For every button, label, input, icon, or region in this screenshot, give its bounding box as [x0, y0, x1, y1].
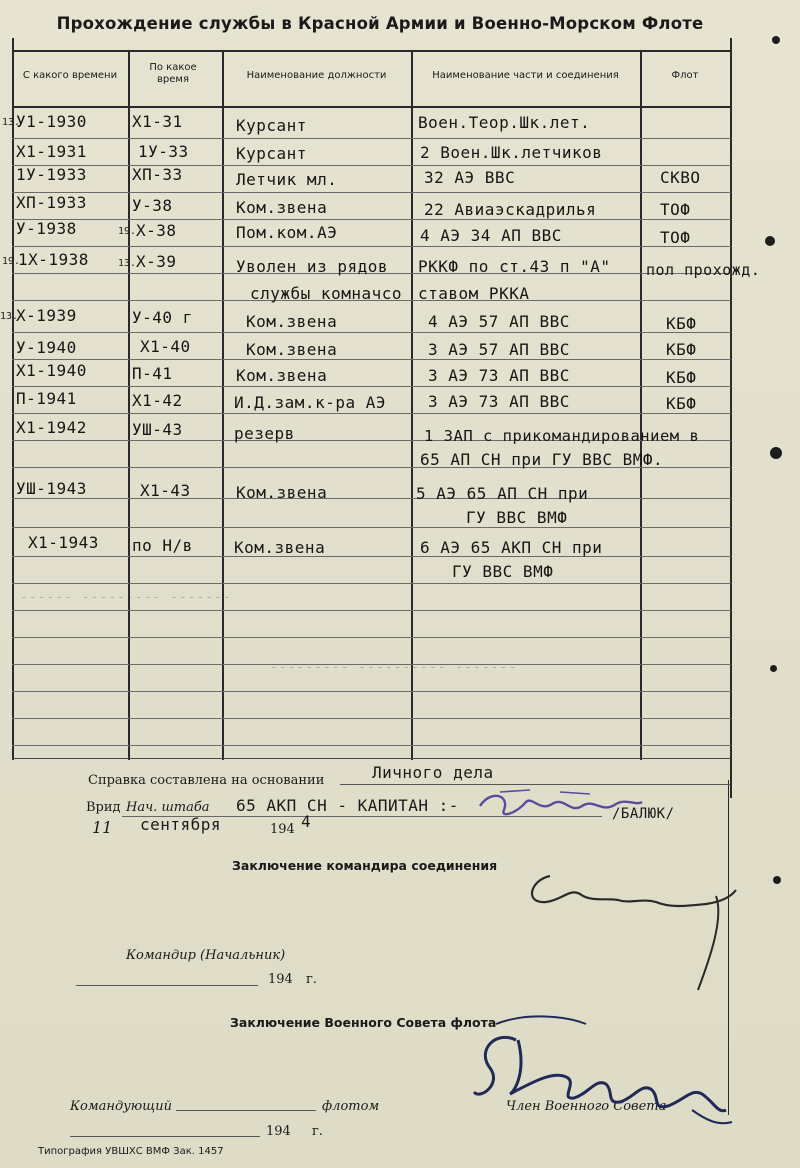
date-year-prefix: 194	[270, 822, 295, 837]
council-member-label: Член Военного Совета	[506, 1099, 667, 1114]
row-position: Ком.звена	[236, 198, 328, 217]
role-handwritten: Нач. штаба	[126, 800, 210, 815]
row-to: ХП-33	[132, 165, 183, 184]
row-unit: 4 АЭ 34 АП ВВС	[420, 226, 562, 245]
row-from: УШ-1943	[16, 479, 87, 498]
row-to: Х1-40	[140, 337, 191, 356]
row-unit: 32 АЭ ВВС	[424, 168, 516, 187]
row-position: Ком.звена	[234, 538, 326, 557]
row-fleet: КБФ	[666, 314, 697, 333]
row-unit: 3 АЭ 73 АП ВВС	[428, 392, 570, 411]
row-from: Х1-1943	[28, 533, 99, 552]
row-to: УШ-43	[132, 420, 183, 439]
date-month: сентября	[140, 815, 222, 834]
handwritten-signature-balyuk	[470, 784, 650, 824]
row-from: 1Х-1938	[18, 250, 89, 269]
row-unit: РККФ по ст.43 п "А"	[418, 257, 611, 276]
row-fleet: КБФ	[666, 340, 697, 359]
row-from: Х1-1931	[16, 142, 87, 161]
handwritten-signature-commander	[510, 858, 740, 998]
punch-hole	[772, 36, 780, 44]
row-from: П-1941	[16, 389, 77, 408]
row-position: Ком.звена	[236, 483, 328, 502]
fleet-commander-label: Командующий	[70, 1099, 172, 1114]
punch-hole	[773, 876, 781, 884]
signer-typed: /БАЛЮК/	[612, 806, 675, 822]
row-unit: 3 АЭ 57 АП ВВС	[428, 340, 570, 359]
row-position: службы комначсо	[250, 284, 402, 303]
row-from: ХП-1933	[16, 193, 87, 212]
year-suffix: г.	[306, 972, 317, 987]
row-to: по Н/в	[132, 536, 193, 555]
row-position: Летчик мл.	[236, 170, 338, 189]
ghost-text: --------- ---------- -------	[270, 660, 518, 675]
row-to: Х-38	[136, 221, 177, 240]
row-unit: Воен.Теор.Шк.лет.	[418, 113, 591, 132]
column-header-to: По какое время	[149, 62, 197, 85]
row-unit: 2 Воен.Шк.летчиков	[420, 143, 603, 162]
commander-label: Командир (Начальник)	[126, 948, 286, 963]
row-fleet: СКВО	[660, 168, 701, 187]
role-typed: 65 АКП СН - КАПИТАН :-	[236, 796, 459, 815]
row-to: У-38	[132, 196, 173, 215]
column-header-fleet: Флот	[671, 70, 699, 81]
row-position: Ком.звена	[236, 366, 328, 385]
row-to: Х1-43	[140, 481, 191, 500]
council-conclusion: Заключение Военного Совета флота	[230, 1015, 497, 1030]
punch-hole	[770, 447, 782, 459]
row-unit: 5 АЭ 65 АП СН при	[416, 484, 589, 503]
commander-conclusion: Заключение командира соединения	[232, 858, 498, 873]
row-from: У-1938	[16, 219, 77, 238]
row-unit: 6 АЭ 65 АКП СН при	[420, 538, 603, 557]
row-unit: 4 АЭ 57 АП ВВС	[428, 312, 570, 331]
row-position: Уволен из рядов	[236, 257, 388, 276]
date-year-suffix: 4	[301, 812, 312, 831]
row-position: Курсант	[236, 144, 307, 163]
row-fleet: КБФ	[666, 368, 697, 387]
row-margin-note: 13.	[2, 117, 21, 128]
printer-imprint: Типография УВШХС ВМФ Зак. 1457	[38, 1146, 224, 1157]
vrid-label: Врид	[86, 800, 121, 815]
row-from: У-1940	[16, 338, 77, 357]
row-position: Пом.ком.АЭ	[236, 223, 338, 242]
row-margin-note: 13.	[0, 311, 19, 322]
row-unit: ГУ ВВС ВМФ	[452, 562, 554, 581]
row-to: Х1-42	[132, 391, 183, 410]
column-header-position: Наименование должности	[246, 70, 387, 81]
punch-hole	[765, 236, 775, 246]
page-title: Прохождение службы в Красной Армии и Военно-Морском Флоте	[56, 14, 704, 33]
row-position: И.Д.зам.к-ра АЭ	[234, 393, 386, 412]
row-to: Х-39	[136, 252, 177, 271]
year-line: 194	[268, 972, 293, 987]
row-from: У1-1930	[16, 112, 87, 131]
row-margin-note: 19.	[2, 256, 21, 267]
row-to: У-40 г	[132, 308, 193, 327]
row-position: Ком.звена	[246, 340, 338, 359]
row-unit: ГУ ВВС ВМФ	[466, 508, 568, 527]
basis-label: Справка составлена на основании	[88, 773, 325, 788]
bottom-year: 194	[266, 1124, 291, 1139]
row-unit: 22 Авиаэскадрилья	[424, 200, 597, 219]
row-to: 1У-33	[138, 142, 189, 161]
row-unit: 1 ЗАП с прикомандированием в	[424, 427, 700, 445]
bottom-suffix: г.	[312, 1124, 323, 1139]
date-day: 11	[92, 818, 113, 837]
row-from: Х-1939	[16, 306, 77, 325]
column-header-from: С какого времени	[22, 70, 118, 81]
row-from: Х1-1942	[16, 418, 87, 437]
row-to: П-41	[132, 364, 173, 383]
fleet-word: флотом	[322, 1099, 380, 1114]
row-fleet: пол прохожд.	[646, 261, 761, 279]
row-fleet: ТОФ	[660, 228, 691, 247]
row-to: Х1-31	[132, 112, 183, 131]
row-position: Ком.звена	[246, 312, 338, 331]
handwritten-signature-council-member	[456, 1010, 736, 1130]
row-from: Х1-1940	[16, 361, 87, 380]
row-unit: ставом РККА	[418, 284, 530, 303]
row-position: резерв	[234, 424, 295, 443]
row-unit: 65 АП СН при ГУ ВВС ВМФ.	[420, 450, 664, 469]
ghost-text: ------ --------- -------	[20, 590, 232, 605]
row-to-margin-note: 19.	[118, 226, 137, 237]
row-unit: 3 АЭ 73 АП ВВС	[428, 366, 570, 385]
row-position: Курсант	[236, 116, 307, 135]
row-to-margin-note: 13.	[118, 258, 137, 269]
punch-hole	[770, 665, 777, 672]
column-header-unit: Наименование части и соединения	[432, 70, 619, 81]
basis-value: Личного дела	[372, 763, 494, 782]
row-fleet: КБФ	[666, 394, 697, 413]
row-from: 1У-1933	[16, 165, 87, 184]
row-fleet: ТОФ	[660, 200, 691, 219]
